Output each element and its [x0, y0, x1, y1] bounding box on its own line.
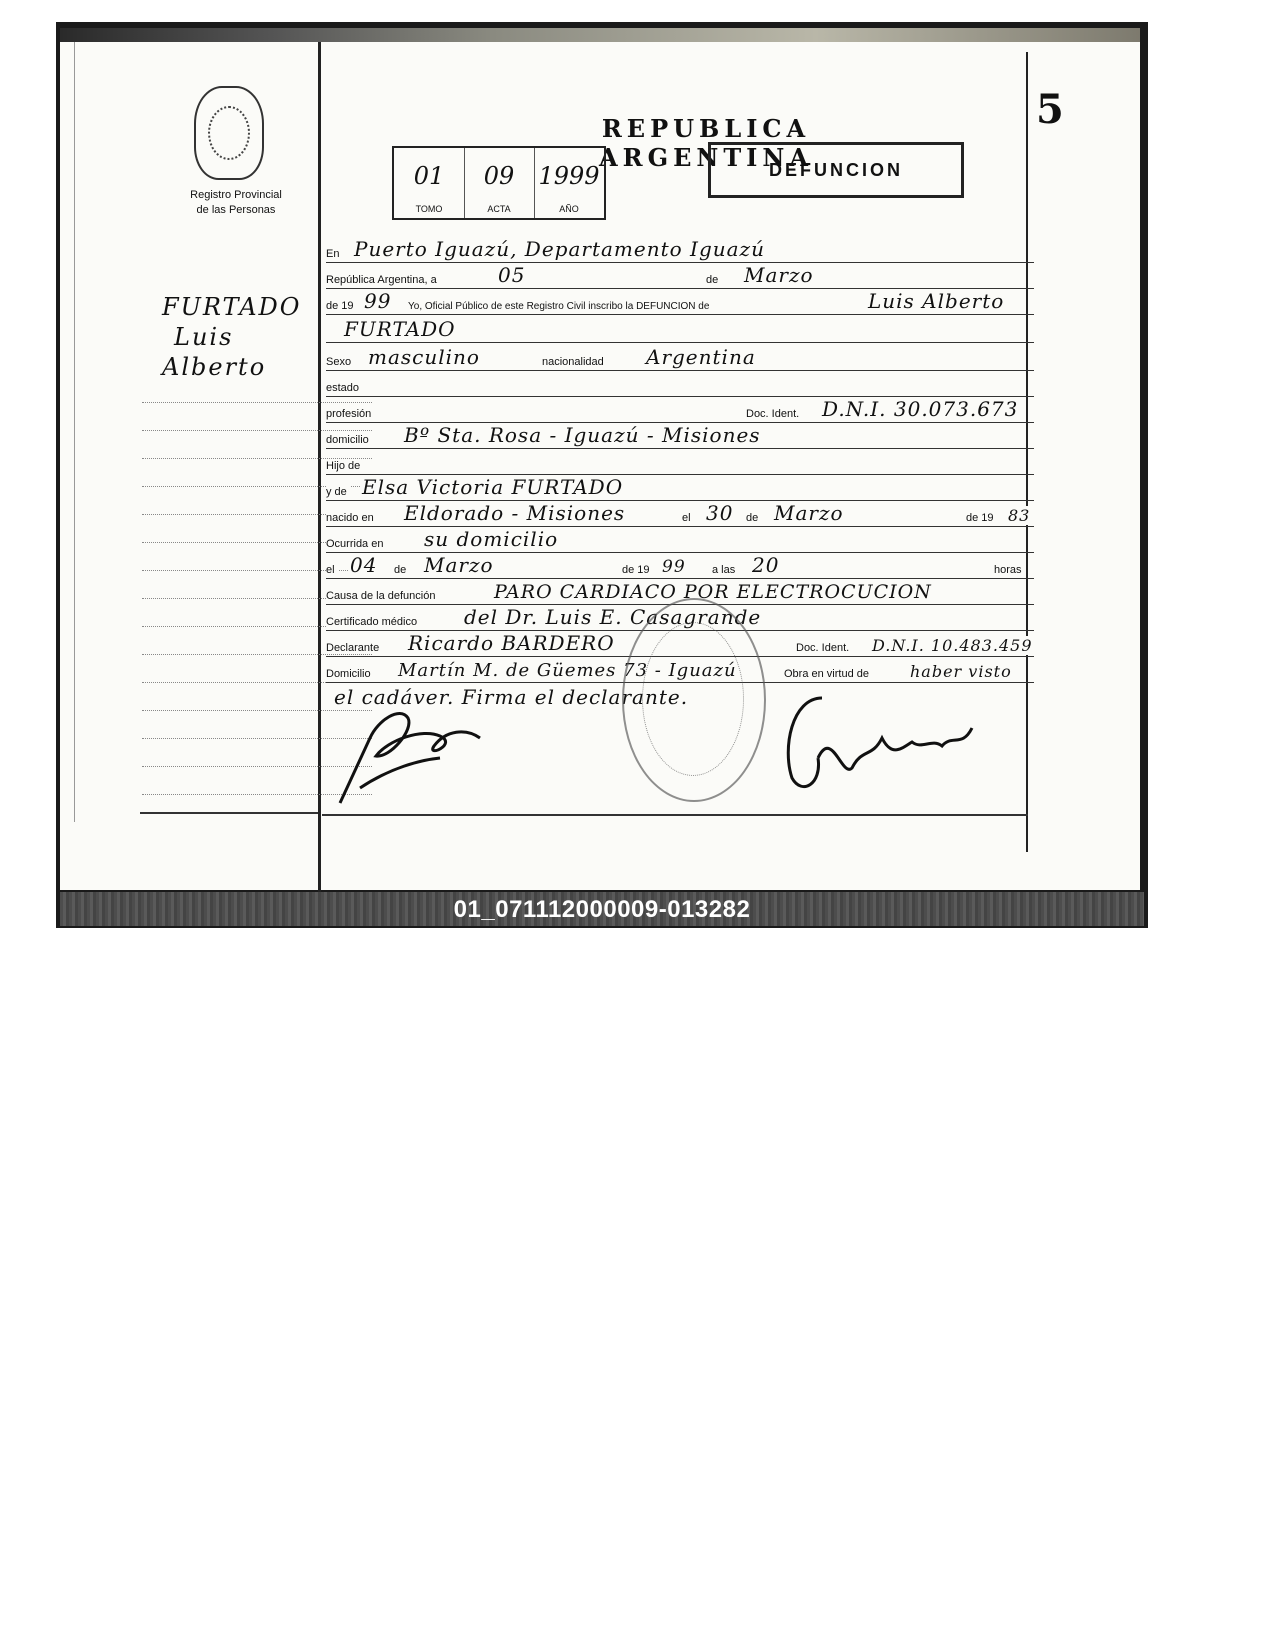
- certificate-page: [60, 28, 1140, 890]
- value-ocurrida: su domicilio: [424, 527, 559, 551]
- label-republica: República Argentina, a: [326, 274, 440, 286]
- row-lugar: [326, 238, 1034, 266]
- official-signature: [772, 688, 992, 798]
- value-cierre: el cadáver. Firma el declarante.: [334, 685, 689, 709]
- label-anio: de 19: [326, 300, 357, 312]
- label-causa: Causa de la defunción: [326, 590, 438, 602]
- label-el: el: [682, 512, 694, 524]
- tomo-cell: [394, 148, 465, 218]
- country-title: REPUBLICA ARGENTINA: [599, 114, 813, 172]
- label-profesion: profesión: [326, 408, 374, 420]
- value-causa: PARO CARDIACO POR ELECTROCUCION: [494, 581, 932, 603]
- row-fecha-hora: [326, 554, 1034, 582]
- value-declarante: Ricardo BARDERO: [408, 631, 615, 655]
- value-lugar: Puerto Iguazú, Departamento Iguazú: [354, 237, 765, 261]
- value-nac-mes: Marzo: [774, 501, 844, 525]
- value-fecha-anio: 99: [662, 557, 686, 577]
- label-fecha-anio: de 19: [622, 564, 653, 576]
- label-y-de: y de: [326, 486, 350, 498]
- ano-cell: [534, 148, 604, 218]
- row-hijo: [326, 450, 1034, 478]
- label-hijo: Hijo de: [326, 460, 363, 472]
- acta-label: ACTA: [487, 204, 511, 214]
- ano-value: 1999: [538, 162, 600, 190]
- label-hora: a las: [712, 564, 738, 576]
- row-apellido: [326, 318, 1034, 346]
- value-nombre: Luis Alberto: [868, 289, 1005, 313]
- value-fecha-dia: 04: [350, 553, 378, 577]
- value-madre: Elsa Victoria FURTADO: [362, 475, 624, 499]
- label-fecha-de: de: [394, 564, 409, 576]
- value-domicilio: Bº Sta. Rosa - Iguazú - Misiones: [404, 423, 761, 447]
- value-anio: 99: [364, 289, 392, 313]
- margin-middlename: Alberto: [162, 353, 267, 381]
- value-dia: 05: [498, 263, 526, 287]
- column-divider: [318, 42, 321, 892]
- label-sexo: Sexo: [326, 356, 354, 368]
- scanned-document: [56, 22, 1148, 928]
- document-id: 01_071112000009-013282: [453, 896, 751, 923]
- value-obra: haber visto: [910, 662, 1012, 681]
- label-en: En: [326, 248, 342, 260]
- label-doc: Doc. Ident.: [746, 408, 802, 420]
- tomo-label: TOMO: [415, 204, 443, 214]
- margin-surname: FURTADO: [162, 293, 302, 321]
- value-decl-domicilio: Martín M. de Güemes 73 - Iguazú: [398, 660, 737, 681]
- left-margin-line: [74, 42, 75, 822]
- value-decl-doc: D.N.I. 10.483.459: [872, 636, 1033, 655]
- label-certificado: Certificado médico: [326, 616, 420, 628]
- main-bottom-line: [322, 814, 1028, 816]
- value-nacido: Eldorado - Misiones: [404, 501, 626, 525]
- tomo-value: 01: [413, 162, 445, 190]
- value-nac-dia: 30: [706, 501, 734, 525]
- page-number: 5: [1036, 86, 1064, 133]
- value-hora: 20: [752, 553, 780, 577]
- registry-line-2: de las Personas: [196, 204, 276, 216]
- value-doc: D.N.I. 30.073.673: [822, 397, 1019, 421]
- label-obra: Obra en virtud de: [784, 668, 872, 680]
- label-fecha-el: el: [326, 564, 338, 576]
- label-nacido: nacido en: [326, 512, 377, 524]
- declarant-signature: [330, 698, 510, 808]
- margin-firstname: Luis: [174, 323, 234, 351]
- label-de-mes: de: [706, 274, 721, 286]
- label-oficial: Yo, Oficial Público de este Registro Civil inscribo la DEFUNCION de: [408, 301, 712, 312]
- tomo-acta-ano-box: [392, 146, 606, 220]
- coat-of-arms-seal: [194, 86, 264, 180]
- label-domicilio: domicilio: [326, 434, 372, 446]
- value-nac-anio: 83: [1008, 506, 1031, 525]
- row-domicilio: [326, 424, 1034, 452]
- value-sexo: masculino: [368, 345, 480, 369]
- value-apellido: FURTADO: [344, 317, 456, 341]
- official-stamp: [622, 598, 766, 802]
- scan-top-edge: [60, 28, 1140, 42]
- row-nacimiento: [326, 502, 1034, 530]
- row-sexo: [326, 346, 1034, 374]
- row-fecha-acta: [326, 264, 1034, 292]
- value-certificado: del Dr. Luis E. Casagrande: [464, 605, 762, 629]
- registry-line-1: Registro Provincial: [190, 189, 282, 201]
- label-horas: horas: [994, 564, 1025, 576]
- sidebar-bottom-line: [140, 812, 318, 814]
- value-fecha-mes: Marzo: [424, 553, 494, 577]
- margin-name: [162, 292, 302, 382]
- acta-value: 09: [483, 162, 515, 190]
- label-ocurrida: Ocurrida en: [326, 538, 386, 550]
- label-decl-doc: Doc. Ident.: [796, 642, 852, 654]
- row-madre: [326, 476, 1034, 504]
- value-nacionalidad: Argentina: [646, 345, 756, 369]
- label-decl-domicilio: Domicilio: [326, 668, 374, 680]
- value-mes: Marzo: [744, 263, 814, 287]
- row-inscripcion: [326, 290, 1034, 318]
- label-nacionalidad: nacionalidad: [542, 356, 607, 368]
- registry-label: [156, 188, 316, 218]
- label-nac-de: de: [746, 512, 761, 524]
- label-declarante: Declarante: [326, 642, 382, 654]
- label-estado: estado: [326, 382, 362, 394]
- row-profesion: [326, 398, 1034, 426]
- ano-label: AÑO: [559, 204, 579, 214]
- act-type-box: DEFUNCION: [708, 142, 964, 198]
- barcode-strip: [60, 892, 1144, 926]
- acta-cell: [464, 148, 535, 218]
- row-estado: [326, 372, 1034, 400]
- label-nac-anio: de 19: [966, 512, 997, 524]
- row-ocurrida: [326, 528, 1034, 556]
